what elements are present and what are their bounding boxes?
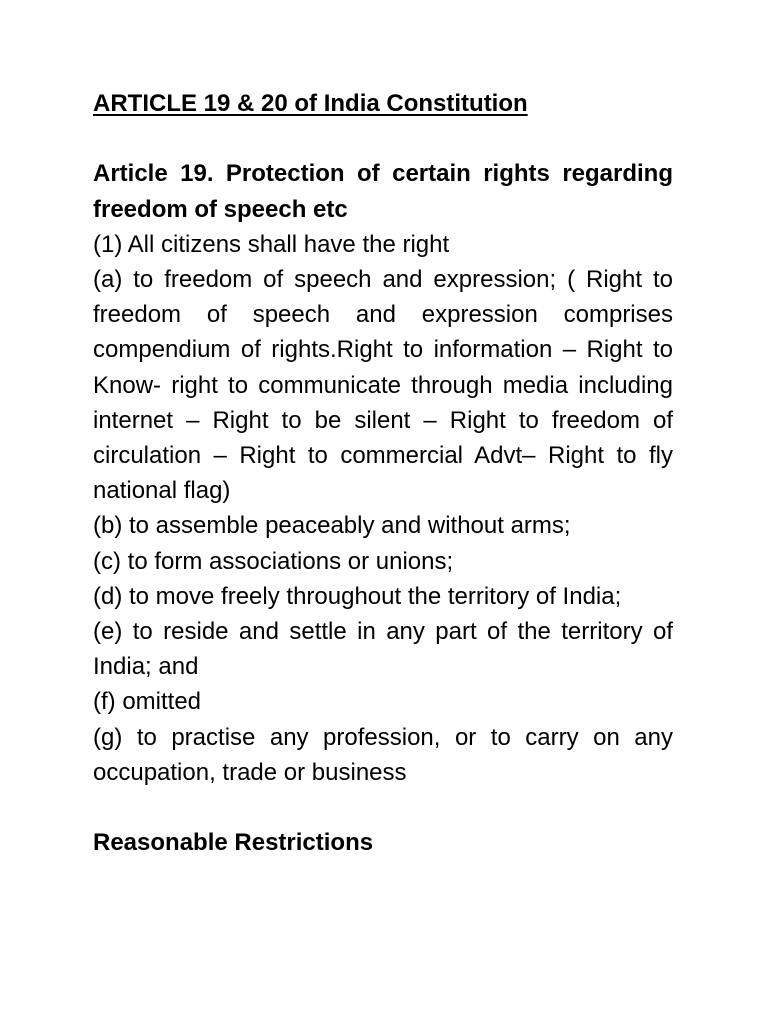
- clause-e: (e) to reside and settle in any part of the territory of India; and: [93, 618, 673, 681]
- clause-f: (f) omitted: [93, 688, 202, 716]
- clause-a: (a) to freedom of speech and expression; ( Right to freedom of speech and expression comprises compendium of rights.Right to information – Right to Know- right to communicate through media including internet – Right to be silent – Right to freedom of circulation – Right to commercial Advt– Right to fly national flag): [93, 265, 673, 505]
- clause-d: (d) to move freely throughout the territory of India;: [93, 582, 622, 610]
- clause-b: (b) to assemble peaceably and without arms;: [93, 512, 571, 540]
- clause-c: (c) to form associations or unions;: [93, 547, 454, 575]
- blank-line: [93, 790, 673, 825]
- clause-g: (g) to practise any profession, or to carry on any occupation, trade or business: [93, 723, 673, 786]
- article-heading: Article 19. Protection of certain rights regarding freedom of speech etc: [93, 160, 673, 223]
- blank-line: [93, 121, 673, 156]
- section-heading: Reasonable Restrictions: [93, 829, 374, 857]
- document-page: [93, 86, 673, 860]
- clause-1: (1) All citizens shall have the right: [93, 230, 450, 258]
- document-title: ARTICLE 19 & 20 of India Constitution: [93, 90, 528, 117]
